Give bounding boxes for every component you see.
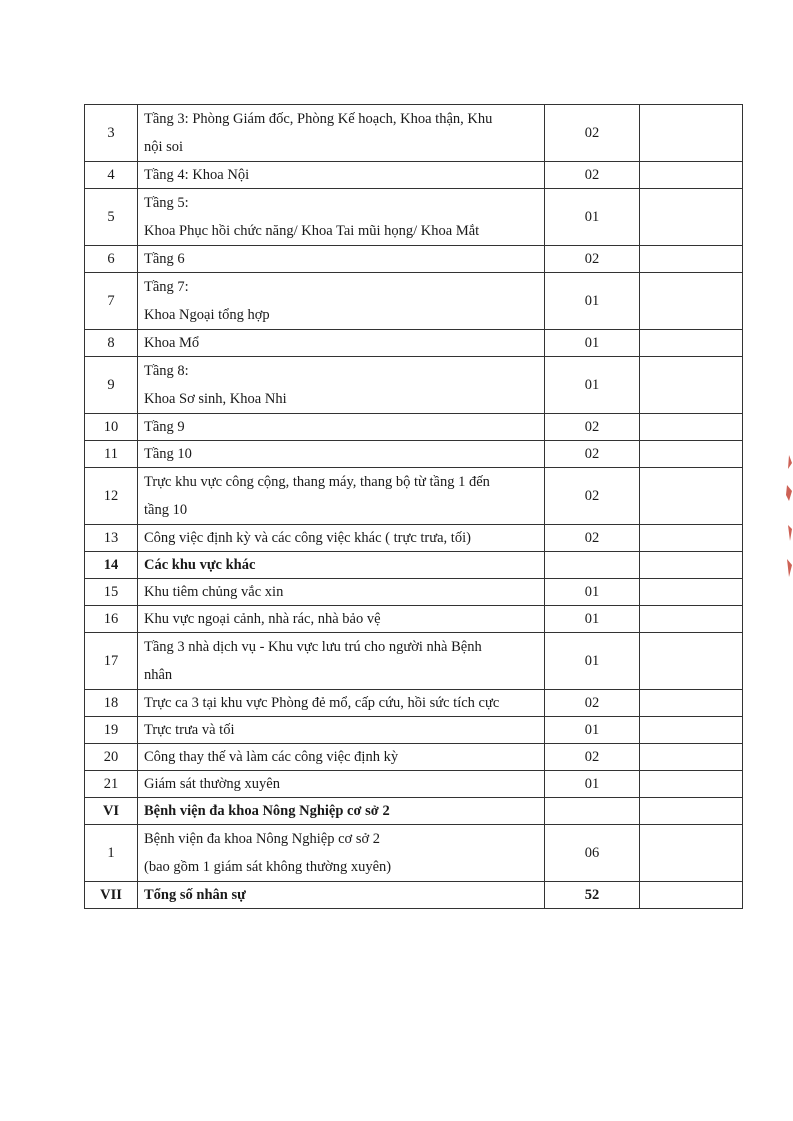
row-description xyxy=(138,552,545,579)
row-quantity xyxy=(545,357,640,414)
row-description xyxy=(138,579,545,606)
row-description xyxy=(138,744,545,771)
table-row xyxy=(85,189,743,246)
row-note xyxy=(640,606,743,633)
quantity-value: 01 xyxy=(584,611,600,627)
description-line: Tầng 4: Khoa Nội xyxy=(144,167,250,183)
description-line: Khoa Sơ sinh, Khoa Nhi xyxy=(144,391,287,407)
row-quantity xyxy=(545,744,640,771)
row-note xyxy=(640,579,743,606)
quantity-value: 01 xyxy=(584,776,600,792)
row-description xyxy=(138,189,545,246)
description-line: Khu vực ngoại cảnh, nhà rác, nhà bảo vệ xyxy=(144,611,381,627)
row-number: 19 xyxy=(85,717,138,744)
row-number: 1 xyxy=(85,825,138,882)
row-quantity xyxy=(545,690,640,717)
quantity-value: 02 xyxy=(584,530,600,546)
row-description xyxy=(138,105,545,162)
row-number: 14 xyxy=(85,552,138,579)
quantity-value: 01 xyxy=(584,335,600,351)
description-line: (bao gồm 1 giám sát không thường xuyên) xyxy=(144,859,392,875)
description-line: nhân xyxy=(144,667,173,683)
row-quantity xyxy=(545,606,640,633)
quantity-value: 02 xyxy=(584,749,600,765)
row-number: VII xyxy=(85,882,138,909)
table-row xyxy=(85,525,743,552)
description-line: Trực ca 3 tại khu vực Phòng đẻ mổ, cấp cứu, hồi sức tích cực xyxy=(144,695,500,711)
table-row xyxy=(85,105,743,162)
quantity-value: 01 xyxy=(584,377,600,393)
table-row xyxy=(85,633,743,690)
quantity-value: 02 xyxy=(584,251,600,267)
row-description xyxy=(138,798,545,825)
row-number: 6 xyxy=(85,246,138,273)
row-number: 4 xyxy=(85,162,138,189)
row-quantity xyxy=(545,162,640,189)
row-number: 10 xyxy=(85,414,138,441)
row-description xyxy=(138,525,545,552)
row-quantity xyxy=(545,771,640,798)
row-note xyxy=(640,717,743,744)
row-number: 8 xyxy=(85,330,138,357)
row-quantity xyxy=(545,105,640,162)
description-line: Công việc định kỳ và các công việc khác ( trực trưa, tối) xyxy=(144,530,471,546)
row-note xyxy=(640,273,743,330)
table-row xyxy=(85,606,743,633)
description-line: Tầng 9 xyxy=(144,419,185,435)
row-quantity xyxy=(545,633,640,690)
row-quantity xyxy=(545,273,640,330)
table-row xyxy=(85,579,743,606)
row-number: 3 xyxy=(85,105,138,162)
description-line: Tầng 5: xyxy=(144,195,189,211)
row-number: 17 xyxy=(85,633,138,690)
table-row xyxy=(85,771,743,798)
description-line: Khoa Ngoại tổng hợp xyxy=(144,307,270,323)
table-row xyxy=(85,717,743,744)
description-line: Tầng 3: Phòng Giám đốc, Phòng Kế hoạch, Khoa thận, Khu xyxy=(144,111,493,127)
row-note xyxy=(640,162,743,189)
row-description xyxy=(138,717,545,744)
description-line: nội soi xyxy=(144,139,184,155)
quantity-value: 02 xyxy=(584,695,600,711)
row-number: 15 xyxy=(85,579,138,606)
quantity-value: 02 xyxy=(584,419,600,435)
description-line: Tầng 7: xyxy=(144,279,189,295)
row-number: 9 xyxy=(85,357,138,414)
description-line: Trực khu vực công cộng, thang máy, thang bộ từ tầng 1 đến xyxy=(144,474,490,490)
row-quantity xyxy=(545,798,640,825)
row-quantity xyxy=(545,330,640,357)
row-description xyxy=(138,441,545,468)
row-number: 20 xyxy=(85,744,138,771)
description-line: Khoa Phục hồi chức năng/ Khoa Tai mũi họng/ Khoa Mắt xyxy=(144,223,480,239)
quantity-value: 02 xyxy=(584,488,600,504)
quantity-value: 06 xyxy=(584,845,600,861)
quantity-value: 01 xyxy=(584,653,600,669)
table-row xyxy=(85,357,743,414)
row-description xyxy=(138,882,545,909)
row-description xyxy=(138,825,545,882)
row-description xyxy=(138,414,545,441)
row-quantity xyxy=(545,717,640,744)
row-description xyxy=(138,468,545,525)
row-quantity xyxy=(545,414,640,441)
row-note xyxy=(640,798,743,825)
row-note xyxy=(640,246,743,273)
row-number: 18 xyxy=(85,690,138,717)
row-description xyxy=(138,162,545,189)
red-stamp-edge xyxy=(783,455,793,585)
description-line: Tầng 3 nhà dịch vụ - Khu vực lưu trú cho người nhà Bệnh xyxy=(144,639,482,655)
staffing-table-body xyxy=(85,105,743,909)
row-note xyxy=(640,882,743,909)
quantity-value: 52 xyxy=(584,887,600,903)
row-note xyxy=(640,414,743,441)
quantity-value: 01 xyxy=(584,584,600,600)
row-number: 5 xyxy=(85,189,138,246)
table-row xyxy=(85,798,743,825)
description-line: Tầng 6 xyxy=(144,251,185,267)
row-note xyxy=(640,105,743,162)
row-description xyxy=(138,690,545,717)
table-row xyxy=(85,414,743,441)
row-note xyxy=(640,744,743,771)
row-description xyxy=(138,330,545,357)
row-quantity xyxy=(545,525,640,552)
quantity-value: 01 xyxy=(584,209,600,225)
table-row xyxy=(85,882,743,909)
table-row xyxy=(85,273,743,330)
table-row xyxy=(85,690,743,717)
row-description xyxy=(138,273,545,330)
staffing-table xyxy=(84,104,743,909)
row-number: 13 xyxy=(85,525,138,552)
quantity-value: 02 xyxy=(584,446,600,462)
row-quantity xyxy=(545,882,640,909)
row-description xyxy=(138,246,545,273)
row-quantity xyxy=(545,579,640,606)
row-quantity xyxy=(545,246,640,273)
description-line: Công thay thế và làm các công việc định kỳ xyxy=(144,749,399,765)
table-row xyxy=(85,468,743,525)
table-row xyxy=(85,744,743,771)
row-description xyxy=(138,606,545,633)
row-number: 11 xyxy=(85,441,138,468)
row-description xyxy=(138,633,545,690)
table-row xyxy=(85,330,743,357)
row-quantity xyxy=(545,552,640,579)
row-number: 7 xyxy=(85,273,138,330)
row-note xyxy=(640,552,743,579)
description-line: Tầng 10 xyxy=(144,446,192,462)
description-line: Bệnh viện đa khoa Nông Nghiệp cơ sở 2 xyxy=(144,803,390,819)
row-number: VI xyxy=(85,798,138,825)
description-line: Các khu vực khác xyxy=(144,557,256,573)
row-quantity xyxy=(545,189,640,246)
table-row xyxy=(85,552,743,579)
description-line: Bệnh viện đa khoa Nông Nghiệp cơ sở 2 xyxy=(144,831,381,847)
row-number: 12 xyxy=(85,468,138,525)
row-note xyxy=(640,633,743,690)
description-line: Tổng số nhân sự xyxy=(144,887,246,903)
quantity-value: 02 xyxy=(584,167,600,183)
row-note xyxy=(640,771,743,798)
row-note xyxy=(640,825,743,882)
table-row xyxy=(85,825,743,882)
row-quantity xyxy=(545,825,640,882)
row-note xyxy=(640,189,743,246)
row-note xyxy=(640,690,743,717)
description-line: Giám sát thường xuyên xyxy=(144,776,280,792)
table-row xyxy=(85,246,743,273)
description-line: Khu tiêm chủng vắc xin xyxy=(144,584,284,600)
row-quantity xyxy=(545,468,640,525)
row-number: 16 xyxy=(85,606,138,633)
row-note xyxy=(640,468,743,525)
table-row xyxy=(85,162,743,189)
row-description xyxy=(138,357,545,414)
quantity-value: 01 xyxy=(584,722,600,738)
quantity-value: 01 xyxy=(584,293,600,309)
description-line: Trực trưa và tối xyxy=(144,722,235,738)
description-line: tầng 10 xyxy=(144,502,188,518)
row-quantity xyxy=(545,441,640,468)
description-line: Tầng 8: xyxy=(144,363,189,379)
row-note xyxy=(640,330,743,357)
row-description xyxy=(138,771,545,798)
row-number: 21 xyxy=(85,771,138,798)
quantity-value: 02 xyxy=(584,125,600,141)
description-line: Khoa Mổ xyxy=(144,335,200,351)
row-note xyxy=(640,441,743,468)
row-note xyxy=(640,525,743,552)
table-row xyxy=(85,441,743,468)
row-note xyxy=(640,357,743,414)
